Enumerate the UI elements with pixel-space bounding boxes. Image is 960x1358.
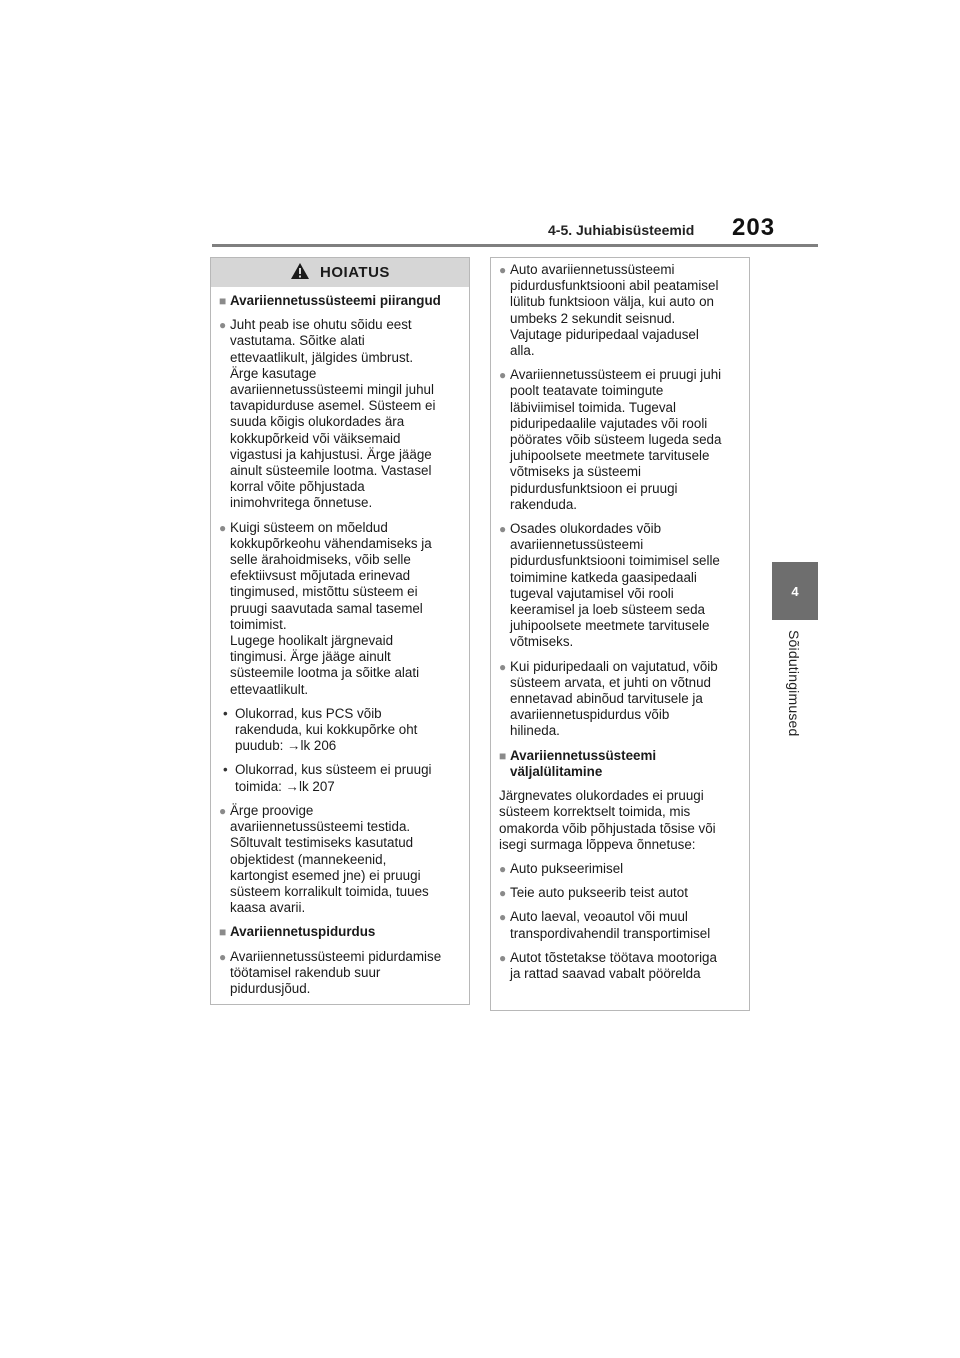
text-line: avariiennetussüsteemi testida. bbox=[230, 819, 411, 835]
warning-panel bbox=[210, 257, 470, 1005]
text-line: ettevaatlikult, jälgides ümbrust. bbox=[230, 349, 414, 365]
text-line: objektidest (mannekeenid, bbox=[230, 851, 387, 867]
text-line: ● Auto avariiennetussüsteemi bbox=[510, 262, 675, 277]
text-line: pidurdusjõud. bbox=[230, 980, 311, 996]
text-line: Lugege hoolikalt järgnevaid bbox=[230, 633, 394, 649]
text-line: isegi surmaga lõppeva õnnetuse: bbox=[499, 836, 696, 852]
text-line: efektiivsust mõjutada erinevad bbox=[230, 568, 411, 584]
warning-body bbox=[211, 287, 469, 997]
text-line: tavapidurduse asemel. Süsteem ei bbox=[230, 398, 436, 414]
text-line: pidurdusfunktsiooni toimimisel selle bbox=[510, 553, 720, 569]
text-line: avariiennetuspidurdus võib bbox=[510, 707, 670, 723]
text-line: ettevaatlikult. bbox=[230, 681, 309, 697]
text-line: korral võite põhjustada bbox=[230, 479, 365, 495]
text-line: ● Auto pukseerimisel bbox=[510, 860, 624, 876]
bullet-item bbox=[219, 762, 459, 794]
text-line: ● Auto laeval, veoautol või muul bbox=[510, 909, 688, 925]
text-line: väljalülitamine bbox=[510, 763, 603, 779]
text-line: Ärge kasutage bbox=[230, 365, 317, 381]
text-line: võtmiseks. bbox=[510, 634, 574, 650]
bullet-item bbox=[219, 520, 459, 698]
text-line: toimida: →lk 207 bbox=[235, 778, 335, 794]
text-line: toimimine katkeda gaasipedaali bbox=[510, 569, 697, 585]
text-line: poolt teatavate toimingute bbox=[510, 383, 664, 399]
text-line: ainult süsteemile lootma. Vastasel bbox=[230, 463, 432, 479]
text-line: avariiennetussüsteemi bbox=[510, 537, 644, 553]
text-line: rakenduda, kui kokkupõrke oht bbox=[235, 722, 418, 738]
text-line: juhipoolsete meetmete tarvitusele bbox=[510, 618, 710, 634]
text-line: ● Kui piduripedaali on vajutatud, võib bbox=[510, 658, 718, 674]
warning-title: HOIATUS bbox=[320, 264, 390, 281]
section-heading bbox=[219, 293, 459, 309]
continuation-body bbox=[491, 258, 749, 982]
text-line: suuda kõigis olukordades ära bbox=[230, 414, 405, 430]
text-line: tugeval vajutamisel või rooli bbox=[510, 585, 674, 601]
text-line: tingimusi. Ärge jääge ainult bbox=[230, 649, 391, 665]
text-line: ■ Avariiennetussüsteemi piirangud bbox=[230, 293, 441, 308]
bullet-item bbox=[219, 706, 459, 755]
bullet-item bbox=[219, 317, 459, 511]
text-line: avariiennetussüsteemi mingil juhul bbox=[230, 382, 434, 398]
text-line: ● Teie auto pukseerib teist autot bbox=[510, 885, 688, 901]
warning-triangle-icon bbox=[290, 262, 310, 284]
text-line: ■ Avariiennetuspidurdus bbox=[230, 924, 376, 940]
text-line: selle ärahoidmiseks, võib selle bbox=[230, 552, 411, 568]
header-divider bbox=[212, 244, 818, 247]
text-line: inimohvritega õnnetuse. bbox=[230, 495, 373, 511]
text-line: süsteem korralikult toimida, tuues bbox=[230, 883, 429, 899]
page-number: 203 bbox=[732, 214, 776, 241]
section-heading bbox=[499, 748, 739, 780]
text-line: Järgnevates olukordades ei pruugi bbox=[499, 788, 704, 804]
text-line: pruugi saavutada samal tasemel bbox=[230, 600, 423, 616]
text-line: ennetavad abinõud tarvitusele ja bbox=[510, 691, 703, 707]
text-line: vigastusi ja kahjustusi. Ärge jääge bbox=[230, 446, 432, 462]
bullet-item bbox=[499, 262, 739, 359]
text-line: pidurdusfunktsiooni abil peatamisel bbox=[510, 278, 719, 294]
text-line: süsteemile lootma ja sõitke alati bbox=[230, 665, 420, 681]
bullet-item bbox=[499, 367, 739, 513]
text-line: umbeks 2 sekundit seisnud. bbox=[510, 310, 676, 326]
text-line: toimimist. bbox=[230, 616, 287, 632]
text-line: • Olukorrad, kus süsteem ei pruugi bbox=[235, 762, 432, 778]
text-line: pöörates võib süsteem lugeda seda bbox=[510, 432, 722, 448]
text-line: lülitub funktsioon välja, kui auto on bbox=[510, 294, 714, 310]
text-line: süsteem arvata, et juhti on võtnud bbox=[510, 674, 711, 690]
text-line: ja rattad saavad vabalt pöörelda bbox=[510, 965, 701, 981]
text-line: vastutama. Sõitke alati bbox=[230, 333, 365, 349]
bullet-item bbox=[499, 659, 739, 740]
text-line: Sõltuvalt testimiseks kasutatud bbox=[230, 835, 414, 851]
text-line: ● Kuigi süsteem on mõeldud bbox=[230, 519, 388, 535]
bullet-item bbox=[499, 521, 739, 651]
chapter-tab: 4 bbox=[772, 562, 818, 620]
section-heading bbox=[219, 924, 459, 940]
text-line: kaasa avarii. bbox=[230, 900, 306, 916]
text-line: puudub: →lk 206 bbox=[235, 738, 337, 754]
text-line: läbiviimisel toimida. Tugeval bbox=[510, 399, 676, 415]
chapter-label: Sõidutingimused bbox=[786, 630, 802, 737]
bullet-item bbox=[499, 950, 739, 982]
text-line: omakorda võib põhjustada tõsise või bbox=[499, 820, 716, 836]
text-line: hilineda. bbox=[510, 723, 560, 739]
text-line: • Olukorrad, kus PCS võib bbox=[235, 705, 382, 721]
bullet-item bbox=[499, 861, 739, 877]
text-line: kartongist esemed jne) ei pruugi bbox=[230, 867, 421, 883]
text-line: ● Avariiennetussüsteemi pidurdamise bbox=[230, 948, 442, 964]
bullet-item bbox=[499, 885, 739, 901]
text-line: ■ Avariiennetussüsteemi bbox=[510, 747, 657, 763]
text-line: kokkupõrkeid või väiksemaid bbox=[230, 430, 401, 446]
text-line: keeramisel ja loeb süsteem seda bbox=[510, 602, 706, 618]
bullet-item bbox=[499, 909, 739, 941]
text-line: tingimused, mistõttu süsteem ei bbox=[230, 584, 418, 600]
warning-title-bar bbox=[211, 258, 469, 287]
text-line: alla. bbox=[510, 343, 535, 359]
text-line: transpordivahendil transportimisel bbox=[510, 925, 711, 941]
text-line: ● Ärge proovige bbox=[230, 802, 314, 818]
text-line: rakenduda. bbox=[510, 496, 578, 512]
bullet-item bbox=[219, 803, 459, 916]
paragraph bbox=[499, 788, 739, 853]
text-line: ● Juht peab ise ohutu sõidu eest bbox=[230, 317, 412, 333]
text-line: ● Osades olukordades võib bbox=[510, 521, 662, 537]
text-line: süsteem korrektselt toimida, mis bbox=[499, 804, 691, 820]
section-title: 4-5. Juhiabisüsteemid bbox=[548, 222, 695, 238]
text-line: pidurdusfunktsioon ei pruugi bbox=[510, 480, 678, 496]
text-line: ● Autot tõstetakse töötava mootoriga bbox=[510, 949, 717, 965]
continuation-panel bbox=[490, 257, 750, 1011]
text-line: kokkupõrkeohu vähendamiseks ja bbox=[230, 535, 432, 551]
text-line: töötamisel rakendub suur bbox=[230, 964, 381, 980]
text-line: ● Avariiennetussüsteem ei pruugi juhi bbox=[510, 367, 722, 383]
bullet-item bbox=[219, 949, 459, 998]
text-line: juhipoolsete meetmete tarvitusele bbox=[510, 448, 710, 464]
text-line: piduripedaalile vajutades või rooli bbox=[510, 415, 708, 431]
text-line: võtmiseks ja süsteemi bbox=[510, 464, 641, 480]
text-line: Vajutage piduripedaal vajadusel bbox=[510, 326, 699, 342]
